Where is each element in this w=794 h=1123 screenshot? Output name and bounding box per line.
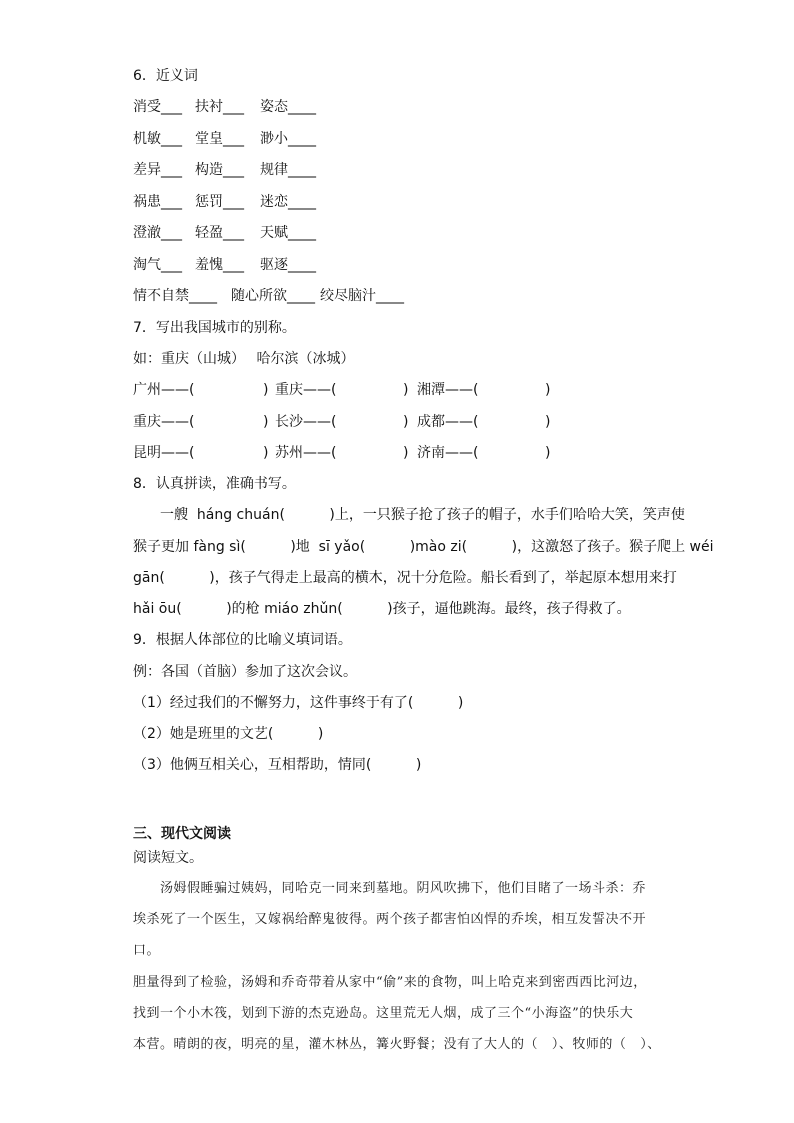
q6-word-1-2: 渺小____: [260, 130, 316, 147]
q6-word-1-0: 机敏___: [133, 130, 182, 147]
q9-item-3: （3）他俩互相关心，互相帮助，情同( ): [133, 757, 422, 773]
q8-line-2: 猴子更加 fàng sì( )地 sī yǎo( )mào zi( )，这激怒了孩子。猴子爬上 wéi: [133, 539, 714, 555]
q7-cell-0-2: 重庆——(: [275, 382, 337, 398]
passage-line-3: 口。: [133, 943, 161, 958]
q7-cell-2-0: 昆明——(: [133, 445, 195, 461]
q6-word-4-2: 天赋____: [260, 225, 316, 241]
q7-cell-1-3: ): [403, 413, 409, 430]
passage-line-6: 本营。晴朗的夜，明亮的星，灌木林丛，篝火野餐；没有了大人的（ ）、牧师的（ ）、: [133, 1037, 661, 1052]
q6-word-3-0: 祸患___: [133, 193, 182, 210]
q6-word-6-1: 随心所欲____: [231, 288, 315, 304]
q6-word-2-2: 规律____: [260, 162, 316, 178]
q7-cell-2-1: ): [263, 445, 269, 461]
q7-cell-0-3: ): [403, 382, 409, 398]
q6-word-5-1: 羞愧___: [195, 256, 244, 273]
q9-item-1: （1）经过我们的不懈努力，这件事终于有了( ): [133, 695, 464, 711]
q8-line-4: hǎi ōu( )的枪 miáo zhǔn( )孩子，逼他跳海。最终，孩子得救了。: [133, 601, 631, 617]
q7-cell-1-4: 成都——(: [417, 413, 479, 430]
q7-cell-1-2: 长沙——(: [275, 413, 337, 430]
q8-line-3: gān( )，孩子气得走上最高的横木，况十分危险。船长看到了，举起原本想用来打: [133, 570, 677, 586]
q7-cell-0-0: 广州——(: [133, 382, 195, 398]
q9-item-2: （2）她是班里的文艺( ): [133, 726, 324, 742]
q7-cell-1-1: ): [263, 413, 269, 430]
q6-word-0-0: 消受___: [133, 99, 182, 115]
q7-cell-2-3: ): [403, 445, 409, 461]
q6-word-5-2: 驱逐____: [260, 256, 316, 273]
q7-cell-0-5: ): [545, 382, 551, 398]
section3-instruction: 阅读短文。: [133, 850, 203, 866]
q6-word-3-1: 惩罚___: [195, 193, 244, 210]
passage-line-1: 汤姆假睡骗过姨妈，同哈克一同来到墓地。阴风吹拂下，他们目睹了一场斗杀：乔: [160, 881, 647, 896]
passage-line-5: 找到一个小木筏，划到下游的杰克逊岛。这里荒无人烟，成了三个“小海盗”的快乐大: [133, 1006, 634, 1021]
passage-line-4: 胆量得到了检验，汤姆和乔奇带着从家中“偷”来的食物，叫上哈克来到密西西比河边，: [133, 975, 647, 990]
q7-cell-2-2: 苏州——(: [275, 445, 337, 461]
q7-cell-1-5: ): [545, 413, 551, 430]
q7-cell-1-0: 重庆——(: [133, 413, 195, 430]
q6-word-2-1: 构造___: [195, 162, 244, 178]
q8-title: 8．认真拼读，准确书写。: [133, 476, 296, 492]
q6-word-1-1: 堂皇___: [195, 130, 244, 147]
q6-word-0-1: 扶衬___: [195, 99, 244, 115]
q6-word-4-1: 轻盈___: [195, 225, 244, 241]
q6-title: 6．近义词: [133, 68, 198, 84]
q6-word-6-0: 情不自禁____: [133, 288, 217, 304]
q7-cell-2-5: ): [545, 445, 551, 461]
q6-word-2-0: 差异___: [133, 162, 182, 178]
q7-cell-2-4: 济南——(: [417, 445, 479, 461]
q7-example: 如：重庆（山城） 哈尔滨（冰城）: [133, 351, 355, 367]
passage-line-2: 埃杀死了一个医生，又嫁祸给醉鬼彼得。两个孩子都害怕凶悍的乔埃，相互发誓决不开: [133, 912, 647, 927]
section3-heading: 三、现代文阅读: [133, 826, 231, 842]
q9-example: 例：各国（首脑）参加了这次会议。: [133, 664, 357, 680]
q6-word-4-0: 澄澈___: [133, 225, 182, 241]
q7-title: 7．写出我国城市的别称。: [133, 320, 296, 336]
q6-word-6-2: 绞尽脑汁____: [320, 288, 404, 304]
q6-word-5-0: 淘气___: [133, 256, 182, 273]
q6-word-0-2: 姿态____: [260, 99, 316, 115]
q7-cell-0-4: 湘潭——(: [417, 382, 479, 398]
q9-title: 9．根据人体部位的比喻义填词语。: [133, 632, 352, 648]
q6-word-3-2: 迷恋____: [260, 193, 316, 210]
q7-cell-0-1: ): [263, 382, 269, 398]
q8-line-1: 一艘 háng chuán( )上，一只猴子抢了孩子的帽子，水手们哈哈大笑，笑声使: [160, 507, 685, 523]
